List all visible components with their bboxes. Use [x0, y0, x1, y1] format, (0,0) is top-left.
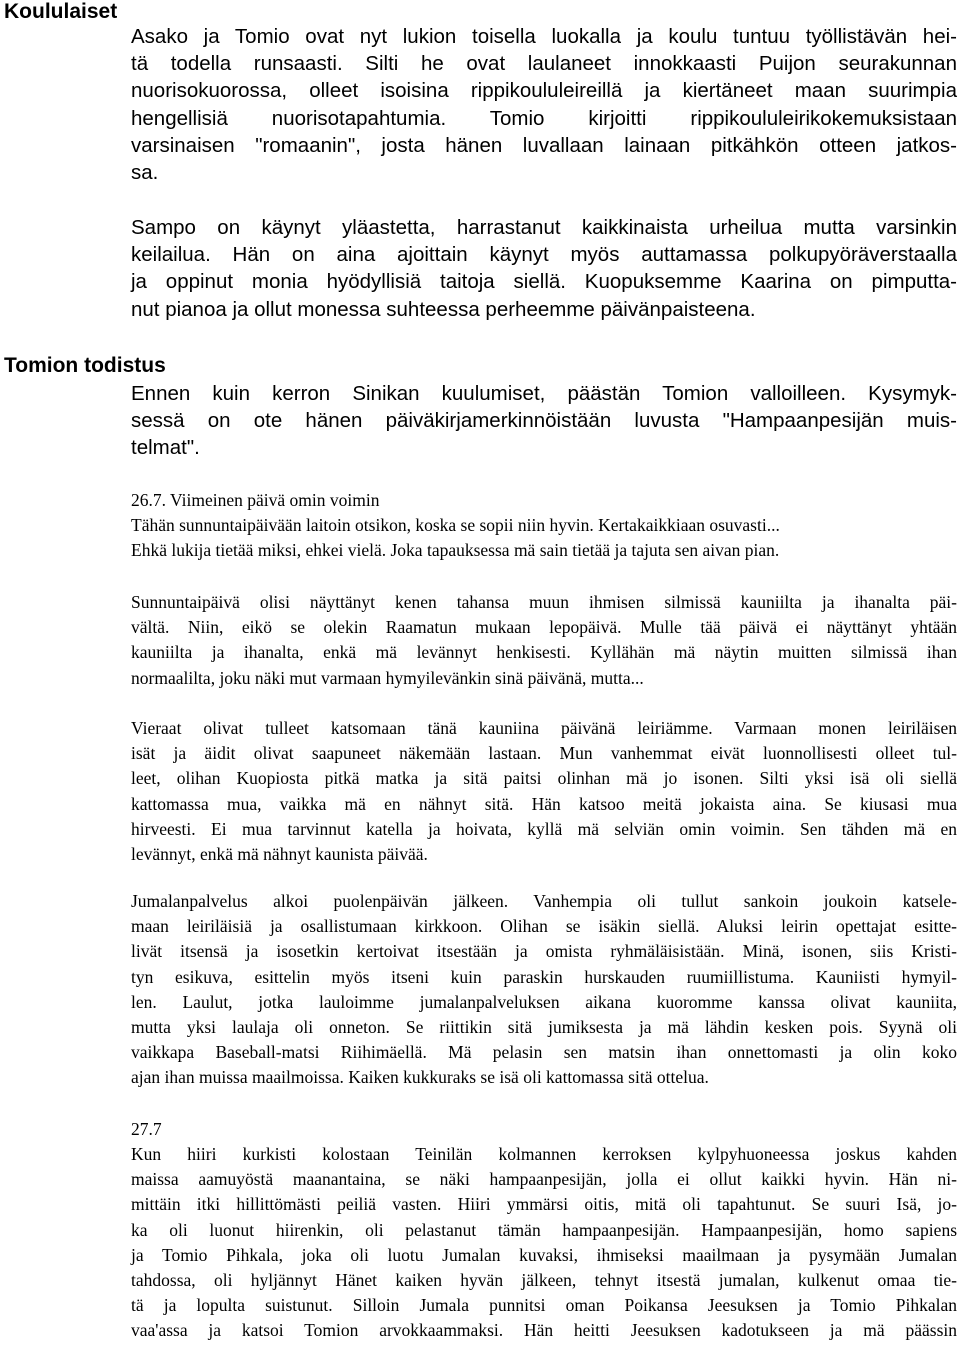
- text-line: normaalilta, joku näki mut varmaan hymyilevänkin sinä päivänä, mutta...: [131, 667, 644, 688]
- text-line: 27.7: [131, 1119, 162, 1139]
- text-line: leet, olihan Kuopiosta pitkä matka ja sitä paitsi olinhan mä jo isonen. Silti yksi isä oli siellä: [131, 768, 957, 789]
- text-line: telmat".: [131, 436, 200, 460]
- diary-entry-date-2: [131, 1117, 957, 1142]
- diary-paragraph-1: [131, 513, 957, 563]
- text-line: sessä on ote hänen päiväkirjamerkinnöistään luvusta "Hampaanpesijän muis-: [131, 409, 957, 433]
- text-line: tahdossa, oli hyljännyt Hänet kaiken hyvän jälkeen, tehnyt itsestä jumalan, kulkenut omaa tie-: [131, 1270, 957, 1291]
- text-line: hengellisiä nuorisotapahtumia. Tomio kirjoitti rippikoululeirikokemuksistaan: [131, 106, 957, 130]
- text-line: len. Laulut, jotka lauloimme jumalanpalveluksen aikana kuoromme kanssa olivat kauniita,: [131, 991, 957, 1012]
- text-line: vaikkapa Baseball-matsi Riihimäellä. Mä pelasin sen matsin ihan onnettomasti ja olin koko: [131, 1042, 957, 1063]
- text-line: Jumalanpalvelus alkoi puolenpäivän jälkeen. Vanhempia oli tullut sankoin joukoin katsele-: [131, 891, 957, 911]
- text-line: vältä. Niin, eikö se olekin Raamatun mukaan lepopäivä. Mulle tää päivä ei näyttänyt yhtään: [131, 617, 957, 638]
- text-line: Tähän sunnuntaipäivään laitoin otsikon, koska se sopii niin hyvin. Kertakaikkiaan osuvasti...: [131, 515, 780, 535]
- text-line: levännyt, enkä mä nähnyt kaunista päivää.: [131, 844, 428, 865]
- text-line: tyn esikuva, esittelin myös itseni kuin paraskin hurskauden ruumiillistuma. Kauniisti hymyil-: [131, 966, 957, 987]
- text-line: kattomassa mua, vaikka mä en nähnyt sitä. Hän katsoo meitä jokaista aina. Se kiusasi mua: [131, 793, 957, 814]
- text-line: tä ja lopulta suistunut. Silloin Jumala punnitsi oman Poikansa Jeesuksen ja Tomio Pihkalan: [131, 1295, 957, 1316]
- text-line: maan leiriläisiä ja osallistumaan kirkkoon. Olihan se isäkin siellä. Aluksi leirin opettajat esitte-: [131, 916, 957, 937]
- diary-paragraph-3: [131, 716, 957, 867]
- text-line: Ehkä lukija tietää miksi, ehkei vielä. Joka tapauksessa mä sain tietää ja tajuta sen aivan pian.: [131, 540, 780, 561]
- text-line: isät ja äidit olivat saapuneet näkemään lastaan. Mun vanhemmat eivät luonnollisesti olleet tul-: [131, 743, 957, 764]
- paragraph-todistus-intro: [131, 380, 957, 462]
- text-line: nut pianoa ja ollut monessa suhteessa perheemme päivänpaisteena.: [131, 297, 756, 321]
- text-line: tä todella runsaasti. Silti he ovat laulaneet innokkaasti Puijon seurakunnan: [131, 52, 957, 76]
- paragraph-koululaiset-1: [131, 23, 957, 186]
- text-line: varsinaisen "romaanin", josta hänen luvallaan lainaan pitkähkön otteen jatkos-: [131, 133, 957, 157]
- diary-paragraph-4: [131, 889, 957, 1091]
- text-line: ja oppinut monia hyödyllisiä taitoja siellä. Kuopuksemme Kaarina on pimputta-: [131, 270, 957, 294]
- text-line: 26.7. Viimeinen päivä omin voimin: [131, 490, 380, 510]
- text-line: vaa'assa ja katsoi Tomion arvokkaammaksi. Hän heitti Jeesuksen kadotukseen ja mä päässin: [131, 1320, 957, 1341]
- diary-paragraph-2: [131, 590, 957, 691]
- diary-paragraph-5: [131, 1142, 957, 1344]
- text-line: mutta yksi laulaja oli onneton. Se riittikin sitä jumiksesta ja mä lähdin kesken pois. Syynä oli: [131, 1017, 957, 1038]
- text-line: Kun hiiri kurkisti kolostaan Teinilän kolmannen kerroksen kylpyhuoneessa joskus kahden: [131, 1144, 957, 1164]
- text-line: mittäin itki hillittömästi peiliä vasten. Hiiri ymmärsi oitis, mitä oli tapahtunut. Se suuri Isä, jo-: [131, 1194, 957, 1215]
- text-line: keilailua. Hän on aina ajoittain käynyt myös auttamassa polkupyöräverstaalla: [131, 243, 957, 267]
- text-line: Sampo on käynyt yläastetta, harrastanut kaikkinaista urheilua mutta varsinkin: [131, 216, 957, 239]
- text-line: Asako ja Tomio ovat nyt lukion toisella luokalla ja koulu tuntuu työllistävän hei-: [131, 25, 957, 48]
- text-line: ja Tomio Pihkala, joka oli luotu Jumalan kuvaksi, ihmiseksi maailmaan ja pysymään Jumalan: [131, 1244, 957, 1265]
- diary-entry-date-1: [131, 488, 957, 513]
- text-line: ka oli luonut hiirenkin, oli pelastanut tämän hampaanpesijän. Hampaanpesijän, homo sapiens: [131, 1219, 957, 1240]
- text-line: ajan ihan muissa maailmoissa. Kaiken kukkuraks se isä oli kattomassa sitä ottelua.: [131, 1067, 709, 1088]
- paragraph-koululaiset-2: [131, 214, 957, 323]
- text-line: Sunnuntaipäivä olisi näyttänyt kenen tahansa muun ihmisen silmissä kauniilta ja ihanalta päi-: [131, 592, 957, 612]
- text-line: maissa aamuyöstä maanantaina, se näki hampaanpesijän, jolla ei ollut kaikki hyvin. Hän ni-: [131, 1169, 957, 1190]
- text-line: hirveesti. Ei mua tarvinnut katella ja hoivata, kyllä mä selviän omin voimin. Sen tähden mä en: [131, 818, 957, 839]
- section-heading-tomion-todistus: Tomion todistus: [4, 354, 166, 377]
- text-line: sa.: [131, 161, 159, 185]
- text-line: livät itsensä ja isosetkin kertoivat itsestään ja omista ryhmäläisistään. Minä, isonen, siis Kristi-: [131, 941, 957, 962]
- text-line: Ennen kuin kerron Sinikan kuulumiset, päästän Tomion valloilleen. Kysymyk-: [131, 382, 957, 405]
- section-heading-koululaiset: Koululaiset: [4, 0, 118, 23]
- text-line: Vieraat olivat tulleet katsomaan tänä kauniina päivänä leiriämme. Varmaan monen leiriläisen: [131, 718, 957, 738]
- text-line: kauniilta ja ihanalta, enkä mä levännyt henkisesti. Kyllähän mä näytin muitten silmissä ihan: [131, 642, 957, 663]
- text-line: nuorisokuorossa, olleet isoisina rippikoululeireillä ja kiertäneet maan suurimpia: [131, 79, 957, 103]
